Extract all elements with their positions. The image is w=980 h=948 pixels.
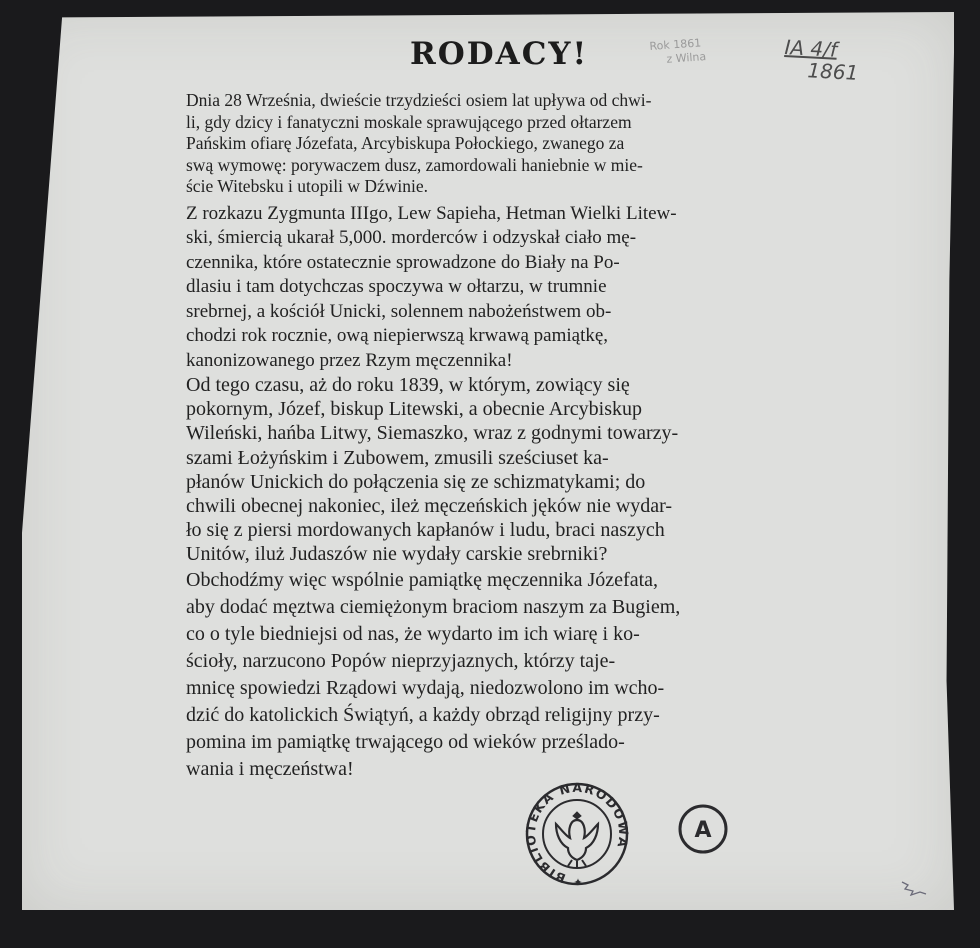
stamp-text-path: BIBLIOTEKA NARODOWA [522, 779, 632, 887]
text-line: li, gdy dzicy i fanatyczni moskale sprawującego przed ołtarzem [186, 111, 632, 132]
stamp-inner-ring [543, 800, 611, 868]
text-line: szami Łożyńskim i Zubowem, zmusili sześciuset ka- [186, 446, 609, 469]
paragraph-3 [186, 373, 866, 567]
text-line: mnicę spowiedzi Rządowi wydają, niedozwolono im wcho- [186, 676, 665, 699]
library-stamp [512, 778, 642, 890]
text-line: srebrnej, a kościół Unicki, solennem nabożeństwem ob- [186, 300, 612, 322]
text-line: ło się z piersi mordowanych kapłanów i ludu, braci naszych [186, 519, 665, 542]
text-line: ski, śmiercią ukarał 5,000. morderców i odzyskał ciało mę- [186, 227, 637, 248]
text-line: Unitów, iluż Judaszów nie wydały carskie srebrniki? [186, 543, 608, 566]
text-line: dlasiu i tam dotychczas spoczywa w ołtarzu, w trumnie [186, 276, 607, 297]
pencil-note-line: z Wilna [666, 50, 707, 66]
text-line: pomina im pamiątkę trwającego od wieków prześlado- [186, 730, 625, 753]
document-body [186, 90, 866, 783]
letter-stamp-text: A [694, 818, 712, 843]
eagle-icon [556, 812, 598, 868]
pencil-note [649, 36, 707, 68]
text-line: ścioły, narzucono Popów nieprzyjaznych, którzy taje- [186, 649, 616, 672]
paragraph-4 [186, 567, 866, 783]
paragraph-1 [186, 90, 866, 198]
call-number-line: IA 4/f [783, 35, 838, 62]
text-line: aby dodać męztwa ciemiężonym braciom naszym za Bugiem, [186, 595, 681, 618]
text-line: pokornym, Józef, biskup Litewski, a obecnie Arcybiskup [186, 398, 643, 421]
text-line: Wileński, hańba Litwy, Siemaszko, wraz z godnymi towarzy- [186, 422, 679, 445]
text-line: wania i męczeństwa! [186, 757, 354, 780]
eagle-crown [573, 812, 581, 819]
text-line: Dnia 28 Września, dwieście trzydzieści osiem lat upływa od chwi- [186, 90, 652, 110]
text-line: Pańskim ofiarę Józefata, Arcybiskupa Połockiego, zwanego za [186, 133, 625, 153]
call-number [783, 36, 860, 84]
text-line: chodzi rok rocznie, ową niepierwszą krwawą pamiątkę, [186, 325, 609, 346]
text-line: swą wymowę: porywaczem dusz, zamordowali haniebnie w mie- [186, 154, 643, 175]
text-line: czennika, które ostatecznie sprowadzone do Biały na Po- [186, 251, 620, 273]
text-line: ście Witebsku i utopili w Dźwinie. [186, 176, 428, 196]
text-line: Z rozkazu Zygmunta IIIgo, Lew Sapieha, Hetman Wielki Litew- [186, 202, 677, 224]
text-line: chwili obecnej nakoniec, ileż męczeńskich jęków nie wydar- [186, 495, 673, 518]
eagle-body [556, 820, 598, 860]
paragraph-2 [186, 202, 866, 374]
text-line: płanów Unickich do połączenia się ze schizmatykami; do [186, 470, 646, 493]
call-number-line: 1861 [806, 58, 859, 85]
text-line: Obchodźmy więc wspólnie pamiątkę męczennika Józefata, [186, 568, 659, 591]
stamp-star: ✦ [573, 876, 583, 889]
text-line: Od tego czasu, aż do roku 1839, w którym, zowiący się [186, 374, 630, 396]
pencil-note-line: Rok 1861 [649, 36, 702, 53]
ink-smudge [900, 878, 930, 896]
document-title: RODACY! [410, 36, 589, 72]
text-line: dzić do katolickich Świątyń, a każdy obrząd religijny przy- [186, 703, 660, 726]
text-line: kanonizowanego przez Rzym męczennika! [186, 349, 513, 371]
letter-stamp [676, 802, 730, 856]
smudge-marks [902, 882, 926, 895]
stamp-text [523, 780, 632, 886]
text-line: co o tyle biedniejsi od nas, że wydarto im ich wiarę i ko- [186, 622, 640, 645]
